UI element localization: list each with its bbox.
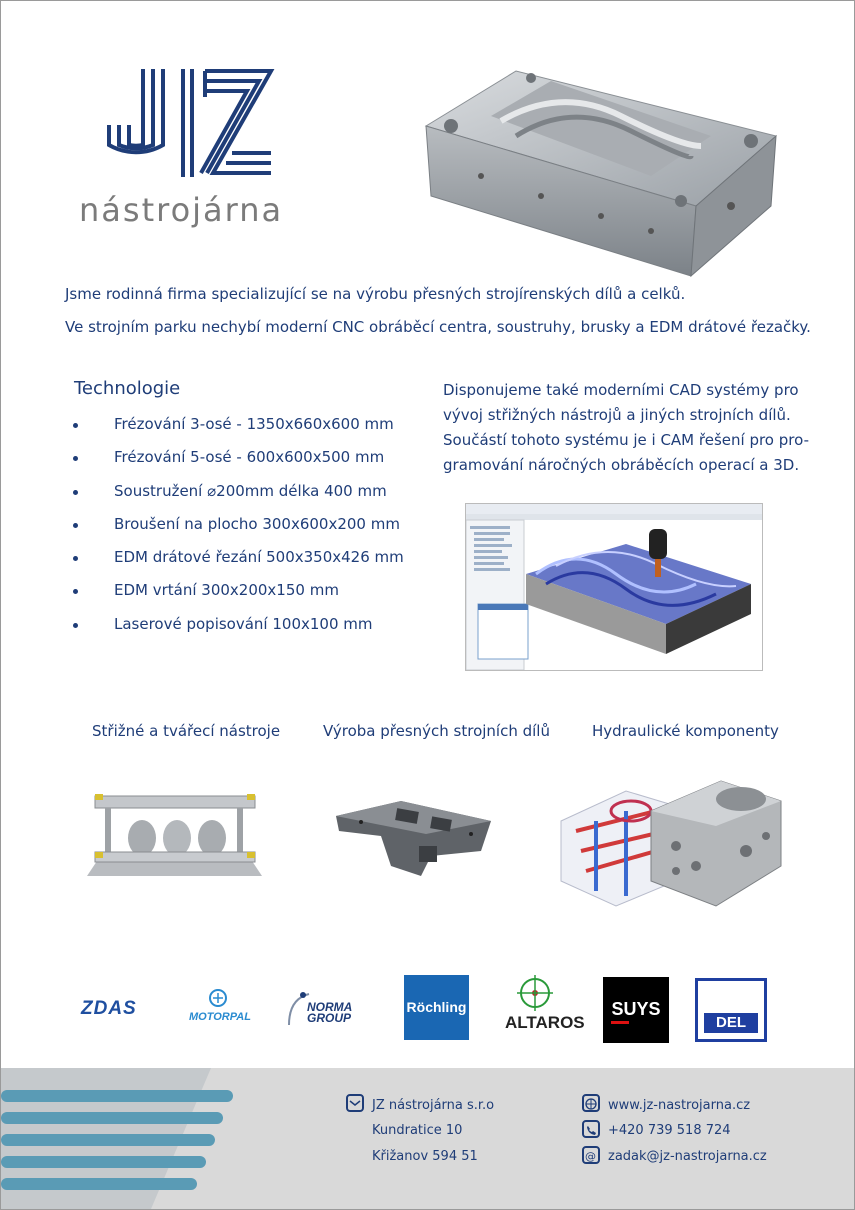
brand-altaros-logo [501,973,585,1038]
envelope-icon [346,1094,364,1112]
brand-norma-logo [283,989,373,1029]
svg-text:@: @ [585,1150,596,1163]
cad-line: Součástí tohoto systému je i CAM řešení pro pro- [443,431,809,449]
brand-del-logo: DEL [695,978,767,1042]
phone-icon [582,1120,600,1138]
cad-line: gramování náročných obráběcích operací a 3D. [443,456,800,474]
brand-motorpal-logo [189,989,249,1029]
cad-line: Disponujeme také moderními CAD systémy pro [443,381,799,399]
suys-underline [611,1021,629,1024]
logo-subtitle: nástrojárna [79,191,284,229]
intro-line-1: Jsme rodinná firma specializující se na výrobu přesných strojírenských dílů a celků. [65,285,686,303]
precision-part-image [331,796,496,881]
category-label-parts: Výroba přesných strojních dílů [323,722,550,740]
bullet-icon [73,490,78,495]
footer-city: Křižanov 594 51 [372,1149,478,1164]
technology-title: Technologie [74,378,181,399]
brand-norma-text: NORMA GROUP [307,1000,353,1025]
crosshair-icon [513,973,557,1013]
cad-screenshot [465,503,763,671]
intro-line-2: Ve strojním parku nechybí moderní CNC obráběcí centra, soustruhy, brusky a EDM drátové řezačky. [65,318,811,336]
bullet-icon [73,523,78,528]
motorpal-icon [207,989,229,1007]
flyer-page: nástrojárna Jsme rodinná firma specializující se na výrobu přesných strojírenských dílů a celků. Ve strojním parku nechybí moderní CNC obráběcí centra, soustruhy, brusky a EDM drátové řezačky. Technologie Frézování 3-osé - 1350x660x600 mm Frézování 5-osé - 600x600x500 mm Soustružení ⌀200mm délka 400 mm Broušení na plocho 300x600x200 mm EDM drátové řezání 500x350x426 mm EDM vrtání 300x200x150 mm Laserové popisování 100x100 mm Disponujeme také moderními CAD systémy pro vývoj střižných nástrojů a jiných strojních dílů. Součástí tohoto systému je i CAM řešení pro pro- gramování náročných obráběcích operací a 3D. Střižné a tvářecí nástroje Výroba přesných strojních dílů Hydraulické komponenty ZDAS MOTORPAL NORMA GROUP Röchling ALTAROS SUYS DEL JZ nástrojárna s.r.o Kundratice 10 Křižanov 594 51 www.jz-nastrojarna.cz +420 739 518 724 @ zadak@jz-nastrojarna.cz [0,0,855,1210]
brand-zdas-logo: ZDAS [81,998,137,1019]
globe-icon [582,1094,600,1112]
cad-software-image [466,504,762,670]
footer-phone[interactable]: +420 739 518 724 [608,1123,731,1138]
brand-rochling-logo: Röchling [404,975,469,1040]
bullet-icon [73,589,78,594]
die-tool-image [87,786,262,886]
category-label-dies: Střižné a tvářecí nástroje [92,722,281,740]
mold-image [421,56,781,281]
footer-street: Kundratice 10 [372,1123,463,1138]
bullet-icon [73,456,78,461]
bullet-icon [73,423,78,428]
brand-suys-logo: SUYS [603,977,669,1043]
footer [1,1068,854,1209]
brand-altaros-text: ALTAROS [505,1013,585,1032]
bullet-icon [73,623,78,628]
category-label-hydraulics: Hydraulické komponenty [592,722,779,740]
brand-motorpal-text: MOTORPAL [189,1011,251,1023]
bullet-icon [73,556,78,561]
footer-website-link[interactable]: www.jz-nastrojarna.cz [608,1098,751,1113]
footer-company: JZ nástrojárna s.r.o [372,1098,495,1113]
cad-line: vývoj střižných nástrojů a jiných strojních dílů. [443,406,791,424]
footer-stripes [1,1068,241,1209]
cad-description [443,378,809,478]
hydraulic-component-image [556,771,786,911]
at-sign-icon [582,1146,600,1164]
footer-email-link[interactable]: zadak@jz-nastrojarna.cz [608,1149,767,1164]
